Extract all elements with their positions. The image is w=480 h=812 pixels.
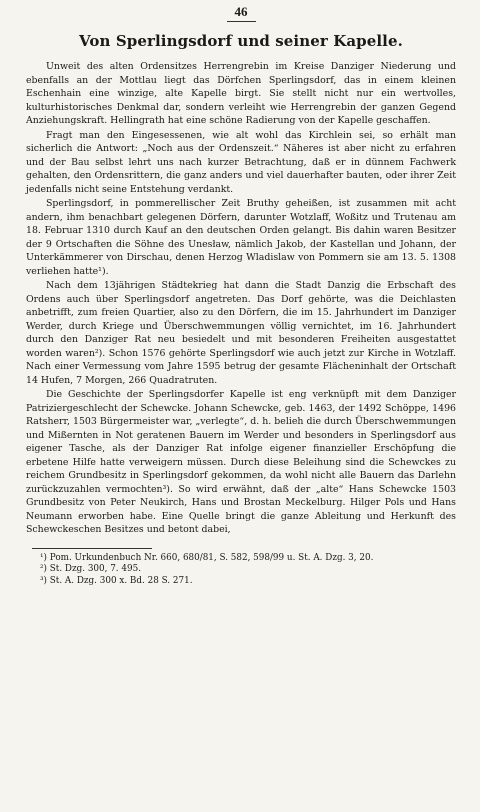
footnote-mark: ¹) xyxy=(40,552,47,563)
footnote-mark: ³) xyxy=(40,575,47,586)
footnote-text: St. Dzg. 300, 7. 495. xyxy=(49,564,141,574)
footnote-mark: ²) xyxy=(40,564,47,574)
footnote xyxy=(40,553,456,565)
footnote xyxy=(40,576,456,588)
paragraph: Unweit des alten Ordensitzes Herrengrebin im Kreise Danziger Niederung und ebenfalls an der Mottlau liegt das Dörfchen Sperlingsdorf, das in einem kleinen Eschenhain eine winzige, alte Kapelle birgt. Sie stellt nicht nur ein wertvolles, kulturhistorisches Denkmal dar, sondern verleiht wie Herrengrebin der ganzen Gegend Anziehungskraft. Hellingrath hat eine schöne Radierung von der Kapelle geschaffen. xyxy=(26,61,456,126)
paragraph: Nach dem 13jährigen Städtekrieg hat dann die Stadt Danzig die Erbschaft des Ordens auch über Sperlingsdorf angetreten. Das Dorf gehörte, was die Deichlasten anbetrifft, zum freien Quartier, also zu den Dörfern, die im 15. Jahrhundert im Danziger Werder, durch Kriege und Überschwemmungen völlig vernichtet, im 16. Jahrhundert durch den Danziger Rat neu besiedelt und mit besonderen Freiheiten ausgestattet worden waren²). Schon 1576 gehörte Sperlingsdorf wie auch jetzt zur Kirche in Wotzlaff. Nach einer Vermessung vom Jahre 1595 betrug der gesamte Flächeninhalt der Ortschaft 14 Hufen, 7 Morgen, 266 Quadratruten. xyxy=(26,280,456,386)
paragraph: Die Geschichte der Sperlingsdorfer Kapelle ist eng verknüpft mit dem Danziger Patriziergeschlecht der Schewcke. Johann Schewcke, geb. 1463, der 1492 Schöppe, 1496 Ratsherr, 1503 Bürgermeister war, „verlegte“, d. h. belieh die durch Überschwemmungen und Mißernten in Not geratenen Bauern im Werder und besonders in Sperlingsdorf aus eigener Tasche, als der Danziger Rat infolge eigener finanzieller Erschöpfung die erbetene Hilfe hatte verweigern müssen. Durch diese Beleihung sind die Schewckes zu reichem Grundbesitz in Sperlingsdorf gekommen, da wohl nicht alle Bauern das Darlehn zurückzuzahlen vermochten³). So wird erwähnt, daß der „alte“ Hans Schewcke 1503 Grundbesitz von Peter Neukirch, Hans und Brostan Meckelburg. Hilger Pols und Hans Neumann erworben habe. Eine Quelle bringt die ganze Ableitung und Herkunft des Schewckeschen Besitzes und betont dabei, xyxy=(26,389,456,535)
chapter-title: Von Sperlingsdorf und seiner Kapelle. xyxy=(79,32,403,50)
paragraph: Sperlingsdorf, in pommerellischer Zeit Bruthy geheißen, ist zusammen mit acht andern, ihm benachbart gelegenen Dörfern, darunter Wotzlaff, Woßitz und Trutenau am 18. Februar 1310 durch Kauf an den deutschen Orden gelangt. Bis dahin waren Besitzer der 9 Ortschaften die Söhne des Unesław, nämlich Jakob, der Kastellan und Johann, der Unterkämmerer von Dirschau, denen Herzog Wladislaw von Pommern sie am 13. 5. 1308 verliehen hatte¹). xyxy=(26,198,456,277)
body-text xyxy=(26,60,456,537)
paragraph: Fragt man den Eingesessenen, wie alt wohl das Kirchlein sei, so erhält man sicherlich die Antwort: „Noch aus der Ordenszeit.“ Näheres ist aber nicht zu erfahren und der Bau selbst lehrt uns nach kurzer Betrachtung, daß er in dünnem Fachwerk gehalten, den Ordensrittern, die ganz anders und viel dauerhafter bauten, oder ihrer Zeit jedenfalls nicht seine Entstehung verdankt. xyxy=(26,129,456,195)
footnote-text: Pom. Urkundenbuch Nr. 660, 680/81, S. 582, 598/99 u. St. A. Dzg. 3, 20. xyxy=(49,552,374,563)
footnote-text: St. A. Dzg. 300 x. Bd. 28 S. 271. xyxy=(49,575,193,586)
footnotes xyxy=(26,553,456,588)
page-number: 46 xyxy=(26,0,456,20)
footnote xyxy=(40,564,456,576)
footnote-divider xyxy=(32,548,152,549)
